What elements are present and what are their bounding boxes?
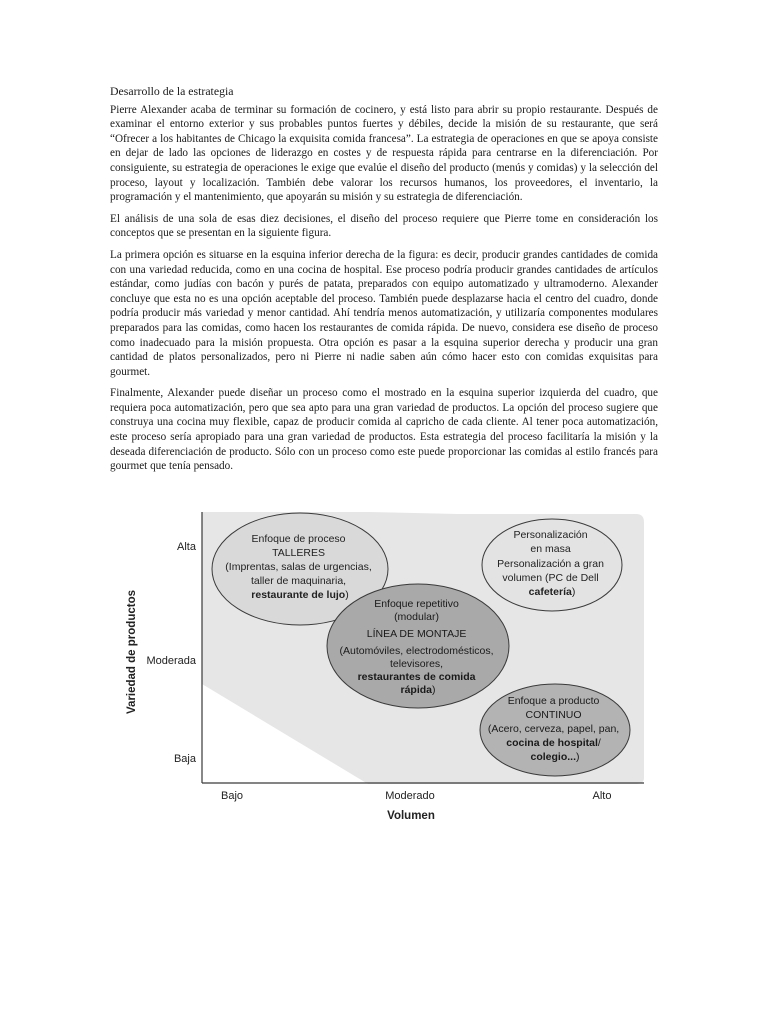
section-title: Desarrollo de la estrategia (110, 84, 234, 98)
personalizacion-line-5-end: ) (571, 586, 576, 598)
y-axis-label: Variedad de productos (126, 590, 138, 714)
montaje-line-7 (400, 684, 435, 696)
talleres-line-5 (251, 589, 348, 601)
continuo-line-1: Enfoque a producto (507, 695, 600, 707)
talleres-line-1: Enfoque de proceso (251, 533, 346, 545)
continuo-line-4 (506, 737, 601, 749)
montaje-line-1: Enfoque repetitivo (374, 598, 459, 610)
x-tick-alto: Alto (592, 790, 612, 802)
personalizacion-line-4: volumen (PC de Dell (502, 572, 599, 584)
paragraph-4: Finalmente, Alexander puede diseñar un proceso como el mostrado en la esquina superior izquierda del cuadro, que requiera poca automatización, pero que sea apto para una gran variedad de productos. La opción del proceso sugiere que construya una cocina muy flexible, capaz de producir comida al capricho de cada cliente. Al tener poca automatización, este proceso sería apropiado para una gran variedad de productos. Esta estrategia del proceso facilitaría la misión y la deseada diferenciación de producto. Sólo con un proceso como este puede proporcionar las comidas al estilo francés para gourmet que tenía pensado. (110, 387, 658, 473)
montaje-line-2: (modular) (394, 611, 440, 623)
montaje-line-3: LÍNEA DE MONTAJE (366, 628, 467, 640)
talleres-bold: restaurante de lujo (251, 589, 346, 601)
paragraph-2: El análisis de una sola de esas diez decisiones, el diseño del proceso requiere que Pierre tome en consideración los conceptos que se presentan en la siguiente figura. (110, 212, 658, 240)
montaje-line-5: televisores, (389, 658, 444, 670)
continuo-line-3: (Acero, cerveza, papel, pan, (487, 723, 620, 735)
x-tick-bajo: Bajo (220, 790, 244, 802)
personalizacion-line-2: en masa (530, 543, 571, 555)
talleres-line-5-end: ) (345, 589, 349, 601)
paragraph-1: Pierre Alexander acaba de terminar su formación de cocinero, y está listo para abrir su propio restaurante. Después de examinar el entorno exterior y sus probables puntos fuertes y débiles, decide la misión de su restaurante, que será “Ofrecer a los habitantes de Chicago la exquisita comida francesa”. La estrategia de operaciones en que se apoya consiste en dejar de lado las opciones de liderazgo en costes y de respuesta rápida para centrarse en la diferenciación. Por consiguiente, su estrategia de operaciones le exige que evalúe el diseño del producto (menús y comidas) y la selección del proceso, layout y localización. También debe valorar los recursos humanos, los proveedores, el inventario, la programación y el mantenimiento, que apoyarán su misión y su estrategia de diferenciación. (110, 103, 658, 204)
personalizacion-bold: cafetería (528, 586, 572, 598)
x-axis-label: Volumen (387, 810, 435, 822)
continuo-line-2: CONTINUO (525, 709, 582, 721)
talleres-line-4: taller de maquinaria, (250, 575, 347, 587)
y-tick-moderada: Moderada (146, 655, 196, 667)
x-tick-moderado: Moderado (385, 790, 435, 802)
montaje-line-4: (Automóviles, electrodomésticos, (339, 645, 494, 657)
montaje-line-7-end: ) (432, 684, 436, 696)
continuo-bold: cocina de hospital (506, 737, 598, 749)
personalizacion-line-1: Personalización (513, 529, 588, 541)
talleres-line-2: TALLERES (272, 547, 325, 559)
document-body (110, 84, 658, 481)
continuo-line-5 (530, 751, 579, 763)
continuo-line-4-end: / (597, 737, 601, 749)
y-tick-alta: Alta (177, 541, 196, 553)
personalizacion-line-5 (529, 586, 576, 598)
process-matrix-figure (118, 506, 648, 828)
y-tick-baja: Baja (173, 753, 196, 765)
continuo-line-5-end: ) (576, 751, 580, 763)
paragraph-3: La primera opción es situarse en la esquina inferior derecha de la figura: es decir, producir grandes cantidades de comida con una variedad reducida, como en una cocina de hospital. Ese proceso podría producir grandes cantidades de artículos estándar, como judías con bacón y purés de patata, preparados con equipo automatizado y ultramoderno. Alexander concluye que esta no es una opción aceptable del proceso. También puede desplazarse hacia el centro del cuadro, donde podría producir más variedad y menor cantidad. Ahí tendría menos automatización, y utilizaría componentes modulares preparados para las comidas, como hacen los restaurantes de comida rápida. De nuevo, considera ese diseño de proceso como inadecuado para la misión propuesta. Otra opción es pasar a la esquina superior derecha y producir una gran cantidad de platos personalizados, pero ni Pierre ni nadie saben aún cómo hacer esto con comidas exquisitas para gourmet. (110, 248, 658, 378)
personalizacion-line-3: Personalización a gran (497, 558, 604, 570)
montaje-line-6: restaurantes de comida (357, 671, 476, 683)
montaje-bold-2: rápida (400, 684, 433, 696)
talleres-line-3: (Imprentas, salas de urgencias, (225, 561, 372, 573)
continuo-bold-2: colegio... (530, 751, 577, 763)
